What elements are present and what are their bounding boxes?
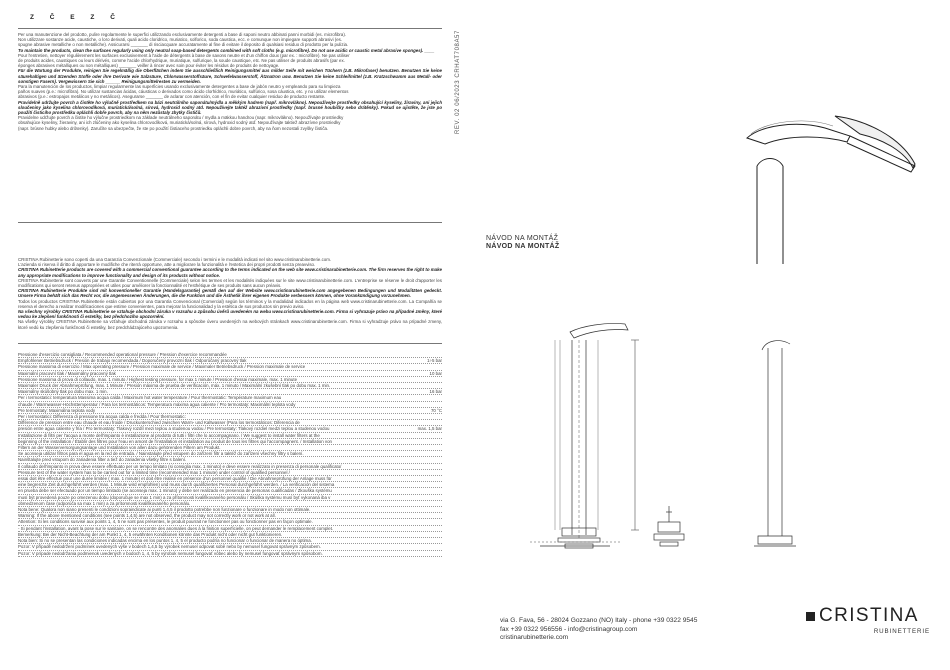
spec-text: Maximaler Druck der Abnahmeprüfung, max. 1 Minute / Presión máxima de prueba de verificación, máx. 1 minuto / Maximální zkušební tlak po dobu max. 1 min. (18, 383, 331, 389)
care-line: Non utilizzare sostanze acide, caustiche, o loro derivati, quali acido cloridrico, muriatico, solforico, soda caustica, ecc. e comunque non impiegare supporti abrasivi (es. (18, 37, 343, 43)
warranty-line-en: CRISTINA Rubinetterie products are covered with a commercial conventional guarantee according to the terms indicated on the web site www.cristinarubinetterie.com. The firm reserves the right to make any appropriate modifications to improve functionality and design of its products without notice. (18, 267, 442, 278)
warranty-text (18, 257, 442, 343)
spec-text: Maximální pracovní tlak / Maximálny pracovný tlak (18, 370, 116, 376)
care-line: éponges abrasives métalliques ou non métalliques) _______ veiller à rincer avec soin pour éviter les résidus de produits de nettoyage. (18, 63, 280, 69)
spec-value (412, 526, 442, 531)
spec-text: Filtern an der Wasserversorgungsanlage und Installation von allen dazu gehörenden Filtern am Produkt. (18, 445, 221, 451)
spec-text: Pressione massima di prova di collaudo, max. 1 minuto / Highest testing pressure, for max 1 minute / Pression d'essai maximale, max. 1 minute (18, 376, 298, 382)
spec-value (412, 402, 442, 407)
fax-email: fax +39 0322 956556 - info@cristinagroup.com (500, 625, 638, 633)
care-line: Per una manutenzione del prodotto, pulire regolarmente le superfici utilizzando esclusivamente detergenti a base di saponi neutro abbinati panni morbidi (es. microfibra). (18, 32, 347, 37)
spec-text: Installazione di filtri per l'acqua a monte dell'impianto è installazione al prodotto di tutti i filtri che lo accompagnano. / We suggest to install water filters at the (18, 432, 320, 438)
spec-value (412, 488, 442, 493)
care-instructions (18, 32, 442, 222)
warranty-line: Na všetky výrobky CRISTINA Rubinetterie sa vzťahuje obchodná záruka v rozsahu a spôsobe úveru uvedených na webových stránkach www.cristinarubinetterie.com. Firma si vyhradzuje právo na prípadné zmeny, ktoré vedú ku zlepšeniu funkčnosti či estetiky, bez predchádzajúceho upozornenia. (18, 319, 442, 330)
spec-text: - Si pendant l'installation, avant la pose sur le sanitaire, on se rencontre des anomalies dues à la finition superficielle, on peut demander le remplacement complet. (18, 525, 334, 531)
spec-text: eine begrenzte Zeit durchgeführt werden (max. 1 Minute wird empfohlen) und muss durch qualifiziertes Personal durchgeführt werden. / La verificación del sistema (18, 482, 335, 488)
spec-text: chaude / Warmwasser-Höchsttemperatur / Para los termostáticos: Temperatura máxima agua caliente / Pro termostaty: Maximální teplota vody (18, 401, 296, 407)
contact-info (500, 617, 697, 643)
divider (18, 222, 442, 223)
logo-square-icon (806, 612, 815, 621)
spec-value (412, 414, 442, 419)
spec-value (412, 364, 442, 369)
warranty-line-cz: Na všechny výrobky CRISTINA Rubinetterie se vztahuje obchodní záruka v rozsahu a způsobu úvěrů uvedeném na webu www.cristinarubinetterie.com. Firma si vyhrazuje právo na případné změny, které vedou ke zlepšení funkčnosti či estetiky, bez předchozího upozornění. (18, 309, 442, 320)
care-line-en: To maintain the products, clean the surfaces regularly using only neutral soap-based detergents combined with soft cloths (e.g. microfibre). Do not use acidic or caustic metal abrasive sponges). ____ (18, 47, 435, 53)
assembly-title-sk: NÁVOD NA MONTÁŽ (486, 243, 560, 250)
spec-value (412, 495, 442, 500)
spec-text: musí být provedená pouze po omezenou dobu (doporučuje se max 1 min) a za přítomnosti kvalifikovaného personálu / Skúška systému musí byť vykonaná iba v (18, 494, 331, 500)
spec-value: 70 °C (430, 407, 442, 413)
spec-text: Pressione d'esercizio consigliata / Recommended operational pressure / Pression d'exercice recommandée (18, 352, 227, 357)
faucet-illustration (665, 16, 930, 266)
spec-text: Nainštalujte pred vstupom do zariadenia filter a tiež do zariadenia všetky filtre s balení. (18, 457, 187, 463)
spec-text: Warning: If the above mentioned conditions (see points 1,4,5) are not observed, the product may not correctly work or not work at all. (18, 513, 276, 519)
care-line: Pravidelne udržujte povrch a čistite ho výlučne prostriedkom na základe neutrálneho saponátu / mydla a mäkkou handrou (napr. mikrovlákno). Nepoužívajte prostriedky (18, 115, 344, 121)
spec-value (412, 451, 442, 456)
spec-text: Différence de pression entre eau chaude et eau froide / Druckunterschied zwischen Warm- und Kaltwasser (Para los termostáticos: Diferencia de (18, 420, 300, 426)
warranty-line: CRISTINA Rubinetterie sono coperti da una Garanzia Convenzionale (Commerciale) secondo i termini e le modalità indicati nel sito www.cristinarubinetterie.com. (18, 257, 332, 262)
spec-text: presión entre agua caliente y fría / Pro termostaty: Tlakový rozdíl mezi teplou a studenou vodou / Pre termostaty: Tlakový rozdiel medzi teplou a studenou vodou (18, 426, 330, 432)
spec-value: max. 1,5 bar (417, 426, 442, 432)
website: cristinarubinetterie.com (500, 634, 569, 642)
care-line: de produits acides, caustiques ou leurs dérivés, comme l'acide chlorhydrique, muriatique, sulfurique, la soude caustique, etc. Ne pas utiliser de produits abrasifs (par ex. (18, 58, 345, 64)
spec-value (412, 352, 442, 357)
spec-text: Se aconseja utilizar filtros para el agua en la red de entrada. / Nainstalujte před vstupem do zařízení filtr a taktéž do zařízení všechny filtry s balení. (18, 451, 304, 457)
spec-text: Maximálny skúšobný tlak po dobu max. 1 min. (18, 389, 108, 395)
care-line: obsahujúce kyseliny, žieraviny, ani ich zlúčeniny ako kyselina chlorovodíková, muriatická/solná, sírová, hydroxid sodný atď. Nepoužívajte taktiež abrazívne prostriedky (18, 120, 341, 126)
care-line-de: Für die Wartung der Produkte, reinigen Sie regelmäßig die Oberflächen indem Sie ausschließlich Reinigungsmittel aus milder Seife mit weichen Tüchern (z.B. Mikrofaser) benutzen. Benutzen Sie keine säurehaltigen und ätzenden Stoffe oder ihre Derivate wie Salzsäure, Chlorwasserstoffsäure, Schwefelwasserstoff, Ätznatron usw. Benutzen Sie keine Schleifmittel (z.B. Kratzschwamm aus Metall- oder sonstigen Fasern). Vergewissern Sie sich ______ Reinigungsmittelresten zu vermeiden. (18, 68, 442, 84)
spec-value: 16 bar (429, 389, 442, 395)
spec-text: Bemerkung: Bei der Nicht-Beachtung der am Punkt 1, 4, 5 erwähnten Konditionen könnte das Produkt nicht oder nicht gut funktionieren. (18, 531, 283, 537)
spec-text: Nota bien: Si no se presentan las condiciones indicadas encima en los puntos 1, 4, 5 el producto podría no funcionar o funcionar de manera no óptima. (18, 538, 312, 544)
care-line: spugne abrasive metalliche o non metalliche). Assicurarsi _______ di risciacquare accuratamente al fine di evitare il deposito di qualsiasi residuo di prodotto per la pulizia. (18, 42, 349, 48)
spec-value (412, 395, 442, 400)
care-line: Para la manutención de los productos, limpiar regularmente las superficies usando exclusivamente detergentes a base de jabón neutro y empleando para su limpieza (18, 84, 341, 90)
spec-text: Il collaudo dell'impianto in prova deve essere effettuato per un tempo limitato (si consiglia max. 1 minuto) e deve essere realizzato in presenza di personale qualificato/ (18, 463, 342, 469)
brand-logo (806, 605, 938, 635)
spec-text: en prueba debe ser efectuado por un tiempo limitado (se aconseja max. 1 minuto) y debe ser realizado en presencia de personas cualificadas / Zkouška systému (18, 488, 332, 494)
care-line: Pour l'entretien, nettoyer régulièrement les surfaces exclusivement à l'aide de détergents à base de savons neutre et d'un chiffon doux (par ex. : microfibre). Ne pas utiliser (18, 52, 350, 58)
section-header: Z Č E Z Č (30, 14, 122, 21)
spec-value (412, 482, 442, 487)
address: via G. Fava, 56 - 28024 Gozzano (NO) Italy - phone +39 0322 9545 (500, 617, 698, 624)
spec-value (412, 544, 442, 549)
revision-code-text: REV. 02 06/2023 CRHAT708A57 (455, 30, 461, 134)
logo-text: CRISTINA (819, 605, 919, 626)
spec-value (412, 377, 442, 382)
spec-value: 10 bar (429, 370, 442, 376)
spec-text: Attention: Si les conditions susvisé aux points 1, 4, 5 ne sont pas présentes, le produit pourrait ne fonctionner pas ou fonctionner pas en façon optimale. (18, 519, 313, 525)
spec-text: Empfohlener Betriebsdruck / Presión de trabajo recomendada / Doporučený provozní tlak / Odporúčaný pracovný tlak (18, 358, 247, 364)
spec-text: obmedzenom čase (odporúča sa max 1 min) a za prítomnosti kvalifikovaného personálu. (18, 500, 191, 506)
warranty-line: L'azienda si riserva il diritto di apportare le modifiche che riterrà opportune, atte a migliorare la funzionalità e l'estetica dei propri prodotti senza preavviso. (18, 262, 316, 268)
spec-text: Pressione massima di esercizio / Max operating pressure / Pression maximale de service / Maximaler Betriebsdruck / Pression maximale de service (18, 364, 306, 370)
pressure-specs (18, 352, 442, 642)
logo-wordmark (806, 605, 938, 627)
spec-text: Pre termostaty: Maximálna teplota vody (18, 407, 96, 413)
care-line-cz: Pravidelně udržujte povrch a čistěte ho výlučně prostředkem na bázi neutrálního saponátu/mýdla a měkkým hadrem (např. mikrovlákno). Nepoužívejte prostředky obsahující kyseliny, žíraviny, ani jejich sloučeniny jako kyselina chlorovodíková, muriatická/solná, sírová, hydroxid sodný atd. Nepoužívejte taktéž abrazivní prostředky (např. brusné houbičky nebo drátěnky). Pokud se ujistěte, že jste po použití čisticího prostředku opláchli dobře povrch, aby na něm nezůstaly zbytky čističů. (18, 99, 442, 116)
spec-value (412, 538, 442, 543)
spec-text: Per i termostatici: Differenza di pressione tra acqua calda e fredda / Pour thermostatic: (18, 414, 186, 420)
spec-value (412, 383, 442, 388)
spec-value (412, 439, 442, 444)
spec-value (412, 445, 442, 450)
spec-value (412, 551, 442, 556)
spec-value (412, 420, 442, 425)
spec-text: essai doit être effectué pour une durée limitée ( max. 1 minute) et doit être réalisé en présence d'un personnel qualifié / Die Abnahmeprüfung der Anlage muss für (18, 476, 332, 482)
spec-value (412, 507, 442, 512)
left-column (18, 14, 442, 642)
warranty-line: Todos los productos CRISTINA Rubinetterie están cubiertos por una Garantía Convencional (Comercial) según los términos y la modalidad indicados en la página web www.cristinarubinetterie.com. La Compañía se reserva el derecho a realizar modificaciones que estime convenientes, para mejorar la funcionalidad y la estética de sus productos sin previo aviso. (18, 298, 442, 309)
spec-value (412, 470, 442, 475)
spec-value (412, 513, 442, 518)
spec-value (412, 519, 442, 524)
care-line: (napr. brúsne hubky alebo drôtenky). Zaručíte sa ubezpečte, že ste po použití čistiaceho prostriedku opláchli dobre povrch, aby na ňom nezostali zvyšky čističa. (18, 125, 329, 131)
care-line: paños suaves (p.e.: microfibra). No utilizar sustancias ácidas, cáusticas o derivados como ácido clorhídrico, muriático, sulfúrico, sosa cáustica, etc. y no utilizar elementos (18, 89, 349, 95)
revision-code (446, 18, 461, 138)
spec-text: Pozor: V prípade nedodržania podmienok uvedených v bodoch 1, 4, 5 by výrobok nemusel fungovať vôbec alebo by nemusel fungovať správnym spôsobom. (18, 550, 323, 556)
spec-text: Pressure test of the water system has to be carried out for a limited time (recommended max 1 minute) under control of qualified personnel / (18, 469, 290, 475)
assembly-title (486, 235, 559, 251)
spec-value (412, 464, 442, 469)
technical-drawing (510, 300, 830, 560)
spec-value (412, 476, 442, 481)
spec-text: beginning of the installation / Établir des filtres pour l'eau en amont de l'installation et installation au produit de tous les filtres qui l'accompagnent. / Installation von (18, 438, 332, 444)
spec-text: Per i termostatici: temperatura Massima acqua calda / Maximum hot water temperature / Pour thermostatic: Température maximum eau (18, 395, 282, 401)
divider (18, 343, 442, 344)
warranty-line: CRISTINA Rubinetterie sont couverts par une Garantie Conventionnelle (Commerciale) selon les termes et les modalités indiquées sur le site www.cristinarubinetterie.com. L'entreprise se réserve le droit d'apporter les modifications qui seront retenus appropriées et utiles pour améliorer la fonctionnalité et l'esthétique de ses produits sans aucun préavis. (18, 277, 442, 289)
spec-value (412, 501, 442, 506)
spec-text: Pozor: V případě nedodržení podmínek uvedených výše v bodech 1,4,5 by výrobek nemusel odpovat sobě nebo by nemusel fungovat správným způsobem. (18, 544, 321, 550)
assembly-title-cz: NÁVOD NA MONTÁŽ (486, 235, 559, 242)
warranty-line-de: CRISTINA Rubinetterie Produkte sind mit konventioneller Garantie (Handelsgarantie) gemäß den auf der Website www.cristinarubinetterie.com angegebenen Bedingungen und Modalitäten gedeckt. Unsere Firma behält sich das Recht vor, die angemessenen Änderungen, die die Funktion und die Ästhetik ihrer eigenen Produkte verbessern können, ohne Vorankündigung vorzunehmen. (18, 288, 442, 299)
spec-value (412, 532, 442, 537)
divider (18, 28, 442, 29)
spec-value (412, 433, 442, 438)
spec-row (18, 551, 442, 557)
care-line: abrasivos (p.e.: estropajos metálicos y no metálicos). Asegurarse _______ de aclarar con atención, con el fin de evitar cualquier residuo de producto restante. (18, 94, 326, 100)
spec-value (412, 457, 442, 462)
spec-text: Nota bene: Qualora non siano presenti le condizioni sopraindicate ai punti 1,4,5 il prodotto potrebbe non funzionare o funzionare in modo non ottimale. (18, 507, 311, 513)
spec-value: 1÷5 bar (427, 358, 442, 364)
logo-subtitle: RUBINETTERIE (873, 628, 930, 635)
